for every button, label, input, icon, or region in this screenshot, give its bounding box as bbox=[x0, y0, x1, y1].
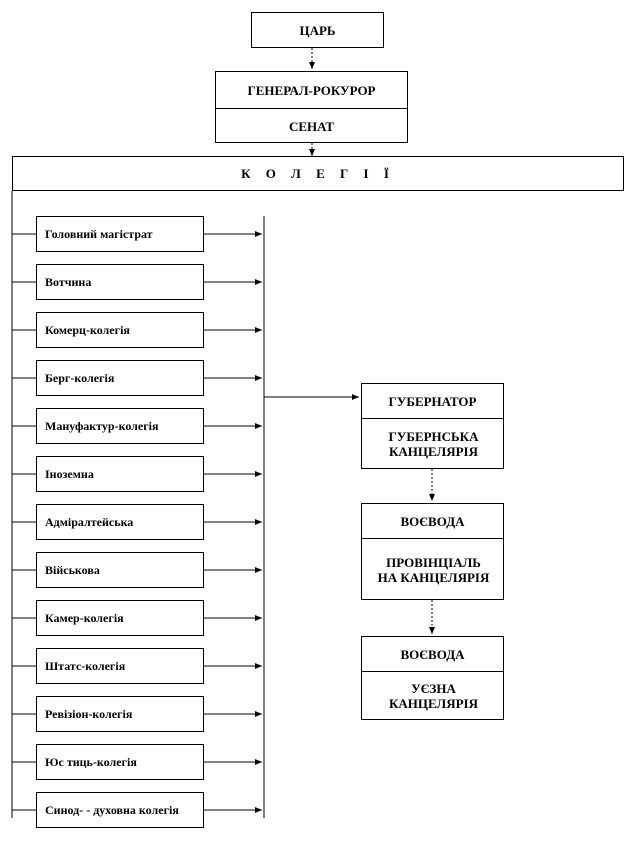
college-box bbox=[36, 696, 204, 732]
college-label: Адміралтейська bbox=[45, 515, 134, 529]
county-chancellery-label: УЄЗНА КАНЦЕЛЯРІЯ bbox=[388, 681, 478, 711]
gov-chancellery-label: ГУБЕРНСЬКА КАНЦЕЛЯРІЯ bbox=[388, 429, 479, 459]
college-label: Юс тиць-колегія bbox=[45, 755, 137, 769]
college-label: Вотчина bbox=[45, 275, 92, 289]
college-box bbox=[36, 408, 204, 444]
prosecutor-senate-box bbox=[215, 71, 408, 143]
college-label: Комерц-колегія bbox=[45, 323, 130, 337]
voivode-county-box bbox=[361, 636, 504, 720]
college-label: Берг-колегія bbox=[45, 371, 115, 385]
college-box bbox=[36, 264, 204, 300]
college-box bbox=[36, 360, 204, 396]
college-box bbox=[36, 312, 204, 348]
voivode-province-box bbox=[361, 503, 504, 600]
colleges-header-label: К О Л Е Г І Ї bbox=[241, 166, 395, 181]
governor-label: ГУБЕРНАТОР bbox=[388, 393, 477, 409]
colleges-header-box bbox=[12, 156, 624, 191]
governor-box bbox=[361, 383, 504, 469]
college-label: Ревізіон-колегія bbox=[45, 707, 133, 721]
college-box bbox=[36, 504, 204, 540]
college-box bbox=[36, 648, 204, 684]
provincial-chancellery-label: ПРОВІНЦІАЛЬ НА КАНЦЕЛЯРІЯ bbox=[377, 554, 490, 585]
college-label: Військова bbox=[45, 563, 100, 577]
voivode-county-label: ВОЄВОДА bbox=[400, 646, 465, 662]
college-label: Камер-колегія bbox=[45, 611, 124, 625]
college-label: Синод- - духовна колегія bbox=[45, 803, 179, 817]
college-box bbox=[36, 792, 204, 828]
college-label: Головний магістрат bbox=[45, 227, 153, 241]
college-box bbox=[36, 456, 204, 492]
college-box bbox=[36, 216, 204, 252]
college-label: Мануфактур-колегія bbox=[45, 419, 159, 433]
college-box bbox=[36, 552, 204, 588]
voivode-province-label: ВОЄВОДА bbox=[400, 513, 465, 529]
college-label: Іноземна bbox=[45, 467, 94, 481]
college-box bbox=[36, 600, 204, 636]
tsar-box bbox=[251, 12, 384, 48]
prosecutor-label: ГЕНЕРАЛ-РОКУРОР bbox=[247, 82, 376, 98]
college-label: Штатс-колегія bbox=[45, 659, 126, 673]
tsar-label: ЦАРЬ bbox=[299, 22, 336, 38]
senate-label: СЕНАТ bbox=[288, 118, 335, 134]
college-box bbox=[36, 744, 204, 780]
